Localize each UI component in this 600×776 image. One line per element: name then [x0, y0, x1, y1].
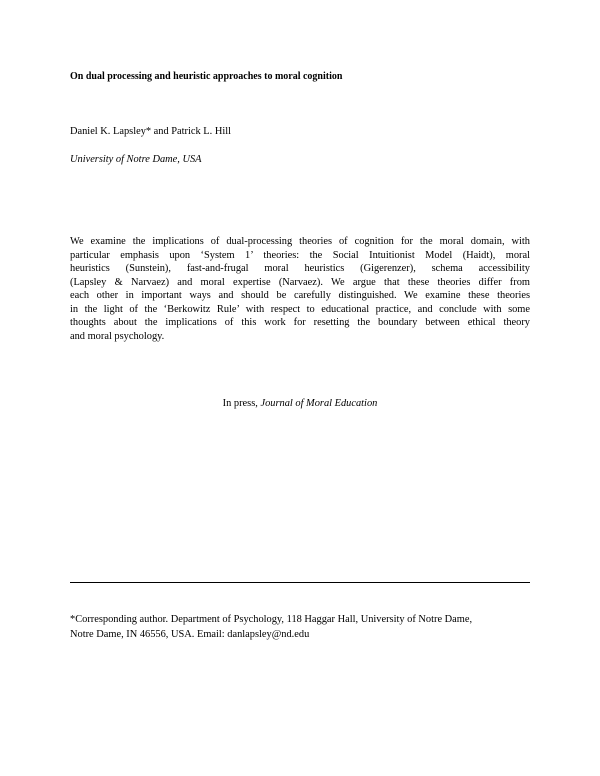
corresponding-author-footnote: [70, 612, 540, 642]
footnote-line: *Corresponding author. Department of Psychology, 118 Haggar Hall, University of Notre Dame,: [70, 614, 473, 625]
abstract: [70, 235, 530, 343]
paper-affiliation: University of Notre Dame, USA: [70, 154, 202, 165]
abstract-line: each other in important ways and should be carefully distinguished. We examine these theories: [70, 290, 530, 301]
abstract-line: heuristics (Sunstein), fast-and-frugal moral heuristics (Gigerenzer), schema accessibility: [70, 263, 530, 274]
abstract-line: and moral psychology.: [70, 330, 165, 342]
paper-title: On dual processing and heuristic approaches to moral cognition: [70, 71, 343, 82]
in-press-label: In press,: [222, 398, 261, 409]
footnote-divider: [70, 582, 530, 583]
abstract-line: thoughts about the implications of this work for resetting the boundary between ethical theory: [70, 317, 530, 328]
paper-authors: Daniel K. Lapsley* and Patrick L. Hill: [70, 126, 232, 137]
abstract-line: in the light of the ‘Berkowitz Rule’ with respect to educational practice, and conclude with some: [70, 303, 530, 315]
journal-name: Journal of Moral Education: [260, 398, 378, 409]
footnote-line: Notre Dame, IN 46556, USA. Email: danlapsley@nd.edu: [70, 629, 310, 640]
abstract-line: (Lapsley & Narvaez) and moral expertise (Narvaez). We argue that these theories differ from: [70, 276, 530, 288]
abstract-line: particular emphasis upon ‘System 1’ theories: the Social Intuitionist Model (Haidt), moral: [70, 249, 530, 261]
abstract-line: We examine the implications of dual-processing theories of cognition for the moral domain, with: [70, 236, 530, 247]
publication-status: [0, 397, 600, 410]
